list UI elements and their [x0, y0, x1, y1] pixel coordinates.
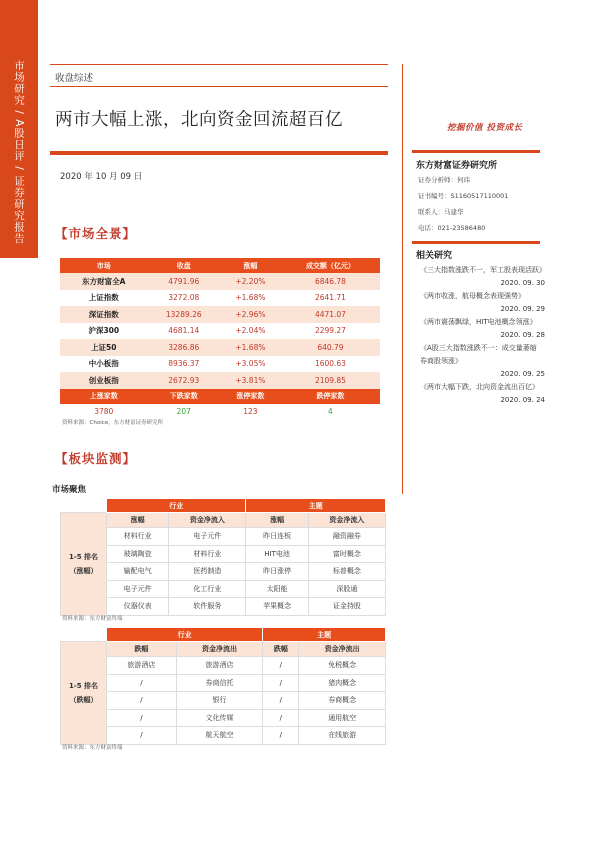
table-cell: 太阳能: [246, 580, 308, 598]
table-cell: /: [263, 692, 299, 710]
table-row: [60, 306, 380, 323]
column-header: 成交额（亿元）: [281, 258, 380, 273]
corner-cell: [61, 499, 107, 513]
table-cell: 券商概念: [299, 692, 386, 710]
corner-cell: [61, 628, 107, 642]
contact: 联系人：马建华: [418, 208, 464, 216]
table-cell: 银行: [176, 692, 263, 710]
loss-table: [60, 627, 386, 745]
table-cell: 输配电气: [107, 563, 169, 581]
amount-value: 6846.78: [281, 273, 380, 290]
market-name: 深证指数: [60, 306, 148, 323]
related-item[interactable]: 《三大指数涨跌不一，军工股表现活跃》: [420, 266, 546, 274]
phone: 电话：021-23586480: [418, 224, 486, 232]
table-row: [60, 273, 380, 290]
table-cell: /: [107, 674, 177, 692]
table-row: [61, 545, 386, 563]
column-header: 资金净流出: [176, 642, 263, 657]
table-row: [61, 563, 386, 581]
table-cell: 证金持股: [308, 598, 385, 616]
table-row: [61, 727, 386, 745]
related-date: 2020. 09. 25: [500, 370, 545, 378]
down-count: 207: [176, 407, 191, 417]
amount-value: 1600.63: [314, 359, 346, 369]
change-value: +2.20%: [220, 273, 281, 290]
section-label: 收盘综述: [55, 73, 94, 84]
table-cell: /: [107, 709, 177, 727]
group-header: 主题: [263, 628, 386, 642]
table-row: [60, 290, 380, 307]
sidebar-strip: [0, 0, 38, 258]
row-label: [61, 642, 107, 745]
title-bar: [50, 151, 388, 155]
table-cell: /: [263, 657, 299, 675]
table-cell: HIT电池: [246, 545, 308, 563]
analyst: 证券分析师：何玮: [418, 176, 470, 184]
column-header: 收盘: [148, 258, 220, 273]
table-row: [61, 674, 386, 692]
table-cell: 猪肉概念: [299, 674, 386, 692]
market-name: 东方财富全A: [60, 273, 148, 290]
gain-table: [60, 498, 386, 616]
limit-down-count: 4: [328, 407, 333, 417]
column-header: 资金净流出: [299, 642, 386, 657]
column-header: 跌幅: [263, 642, 299, 657]
up-count: 3780: [94, 407, 114, 417]
sidebar: [0, 0, 38, 842]
table-cell: 文化传媒: [176, 709, 263, 727]
header-mid-line: [50, 86, 388, 87]
analyst-info: [418, 172, 508, 236]
stats-header: 下跌家数: [148, 389, 220, 404]
market-name: 中小板指: [88, 359, 119, 369]
group-header: 主题: [246, 499, 386, 513]
related-date: 2020. 09. 24: [500, 396, 545, 404]
column-header: 资金净流入: [169, 513, 246, 528]
sidebar-text: 市场研究 / A股日评 / 证券研究报告: [13, 60, 25, 245]
related-date: 2020. 09. 28: [500, 331, 545, 339]
page-title: 两市大幅上涨，北向资金回流超百亿: [55, 110, 343, 130]
table-cell: 标普概念: [308, 563, 385, 581]
cert-number: 证书编号：S1160517110001: [418, 192, 509, 200]
loss-source: 资料来源：东方财富终端: [62, 745, 123, 751]
table-row: [61, 580, 386, 598]
table-cell: 免税概念: [299, 657, 386, 675]
table-cell: 券商信托: [176, 674, 263, 692]
org-name: 东方财富证券研究所: [416, 161, 498, 171]
related-item[interactable]: 《两市大幅下跌，北向资金流出百亿》: [420, 383, 539, 391]
market-name: 创业板指: [60, 372, 148, 389]
table-cell: 旅游酒店: [176, 657, 263, 675]
table-cell: 材料行业: [169, 545, 246, 563]
table-cell: /: [263, 674, 299, 692]
column-header: 涨幅: [220, 258, 281, 273]
change-value: +2.96%: [220, 306, 281, 323]
table-cell: 医药制造: [169, 563, 246, 581]
close-value: 3272.08: [168, 293, 200, 303]
amount-value: 640.79: [281, 339, 380, 356]
column-header: 涨幅: [246, 513, 308, 528]
related-bar: [412, 241, 540, 244]
table-cell: 电子元件: [169, 528, 246, 546]
related-item[interactable]: 《两市收涨，航母概念表现强势》: [420, 292, 525, 300]
table-cell: /: [107, 692, 177, 710]
related-item[interactable]: 《两市震荡飘绿，HIT电池概念领涨》: [420, 318, 537, 326]
table-row: [60, 323, 380, 340]
related-list: [420, 264, 545, 407]
column-divider: [402, 64, 403, 494]
market-table: [60, 258, 380, 420]
market-heading: 【市场全景】: [55, 226, 137, 241]
gain-source: 资料来源：东方财富终端: [62, 616, 123, 622]
table-cell: 航天航空: [176, 727, 263, 745]
related-date: 2020. 09. 30: [500, 279, 545, 287]
table-cell: 通用航空: [299, 709, 386, 727]
change-value: +2.04%: [235, 326, 266, 336]
table-cell: 旅游酒店: [107, 657, 177, 675]
change-value: +3.81%: [220, 372, 281, 389]
column-header: 涨幅: [107, 513, 169, 528]
row-label-rank: 1-5 排名: [68, 552, 99, 561]
amount-value: 4471.07: [281, 306, 380, 323]
row-label-type: （跌幅）: [69, 695, 98, 704]
row-label-type: （涨幅）: [69, 566, 98, 575]
row-label-rank: 1-5 排名: [68, 681, 99, 690]
table-row: [61, 692, 386, 710]
table-cell: 富时概念: [308, 545, 385, 563]
related-date: 2020. 09. 29: [500, 305, 545, 313]
row-label: [61, 513, 107, 616]
header-top-line: [50, 64, 388, 65]
table-cell: 软件服务: [169, 598, 246, 616]
table-row: [60, 339, 380, 356]
market-name: 沪深300: [88, 326, 120, 336]
table-cell: 昨日涨停: [246, 563, 308, 581]
group-header: 行业: [107, 628, 263, 642]
table-cell: 仪器仪表: [107, 598, 169, 616]
table-cell: 材料行业: [107, 528, 169, 546]
column-header: 跌幅: [107, 642, 177, 657]
table-cell: 玻璃陶瓷: [107, 545, 169, 563]
table-row: [61, 598, 386, 616]
limit-up-count: 123: [243, 407, 258, 417]
org-bar: [412, 150, 540, 153]
table-cell: 电子元件: [107, 580, 169, 598]
column-header: 资金净流入: [308, 513, 385, 528]
table-row: [61, 657, 386, 675]
stats-header: 上涨家数: [60, 389, 148, 404]
close-value: 2672.93: [148, 372, 220, 389]
amount-value: 2641.71: [314, 293, 346, 303]
market-source: 资料来源：Choice，东方财富证券研究所: [62, 420, 164, 426]
change-value: +3.05%: [235, 359, 266, 369]
slogan: 挖掘价值 投资成长: [447, 123, 523, 133]
table-cell: 深股通: [308, 580, 385, 598]
close-value: 13289.26: [148, 306, 220, 323]
close-value: 8936.37: [168, 359, 200, 369]
stats-header: 涨停家数: [220, 389, 281, 404]
related-item[interactable]: 《A股三大指数涨跌不一：成交量萎缩 券商股领涨》: [420, 344, 537, 365]
table-cell: 在线旅游: [299, 727, 386, 745]
change-value: +1.68%: [220, 339, 281, 356]
amount-value: 2109.85: [281, 372, 380, 389]
market-name: 上证50: [60, 339, 148, 356]
monitor-heading: 【板块监测】: [55, 451, 137, 466]
report-date: 2020 年 10 月 09 日: [60, 172, 143, 182]
table-row: [61, 709, 386, 727]
table-cell: 融资融券: [308, 528, 385, 546]
table-cell: /: [263, 727, 299, 745]
table-row: [60, 372, 380, 389]
market-name: 上证指数: [88, 293, 119, 303]
table-row: [61, 528, 386, 546]
close-value: 4791.96: [148, 273, 220, 290]
amount-value: 2299.27: [314, 326, 346, 336]
related-title: 相关研究: [416, 251, 453, 261]
table-cell: /: [107, 727, 177, 745]
change-value: +1.68%: [235, 293, 266, 303]
monitor-subheading: 市场聚焦: [52, 485, 87, 495]
table-cell: 昨日连板: [246, 528, 308, 546]
column-header: 市场: [60, 258, 148, 273]
table-row: [60, 356, 380, 373]
table-cell: 化工行业: [169, 580, 246, 598]
stats-header: 跌停家数: [281, 389, 380, 404]
close-value: 3286.86: [148, 339, 220, 356]
table-cell: /: [263, 709, 299, 727]
group-header: 行业: [107, 499, 246, 513]
table-cell: 苹果概念: [246, 598, 308, 616]
close-value: 4681.14: [168, 326, 200, 336]
